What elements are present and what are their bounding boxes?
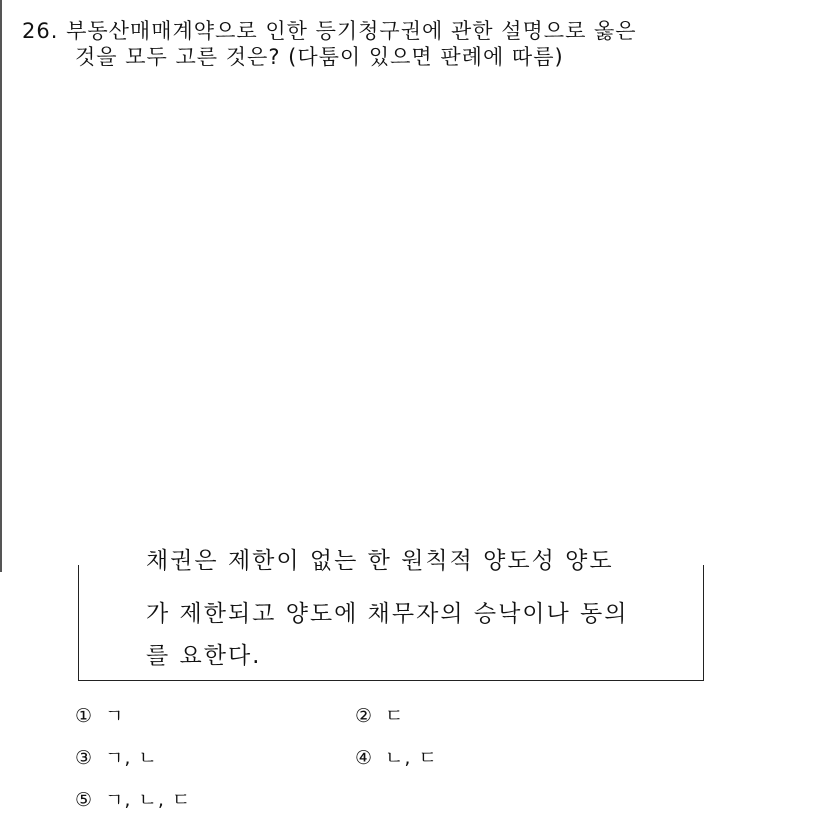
statement-cut-off-line xyxy=(146,548,676,576)
question-text-line-1: 26. 부동산매매계약으로 인한 등기청구권에 관한 설명으로 옳은 xyxy=(22,19,637,43)
choice-5[interactable] xyxy=(75,788,191,812)
choice-1-text: ㄱ xyxy=(105,705,125,727)
choice-1-number: ① xyxy=(75,705,94,727)
statement-cut-off-text: 채권은 제한이 없는 한 원칙적 양도성 양도 xyxy=(146,548,614,574)
choice-2[interactable] xyxy=(355,704,404,728)
choice-3-text: ㄱ, ㄴ xyxy=(105,747,158,769)
choice-1[interactable] xyxy=(75,704,124,728)
statement-line-2: 가 제한되고 양도에 채무자의 승낙이나 동의 xyxy=(146,601,629,627)
choice-5-number: ⑤ xyxy=(75,789,94,811)
choice-4-text: ㄴ, ㄷ xyxy=(385,747,438,769)
choice-4[interactable] xyxy=(355,746,438,770)
choice-2-number: ② xyxy=(355,705,374,727)
choice-5-text: ㄱ, ㄴ, ㄷ xyxy=(105,789,192,811)
choice-2-text: ㄷ xyxy=(385,705,405,727)
choice-4-number: ④ xyxy=(355,747,374,769)
choice-3[interactable] xyxy=(75,746,158,770)
statement-line-3: 를 요한다. xyxy=(146,643,262,669)
choice-3-number: ③ xyxy=(75,747,94,769)
left-margin-rule xyxy=(0,0,2,572)
question-text-line-2: 것을 모두 고른 것은? (다툼이 있으면 판례에 따름) xyxy=(75,45,564,69)
